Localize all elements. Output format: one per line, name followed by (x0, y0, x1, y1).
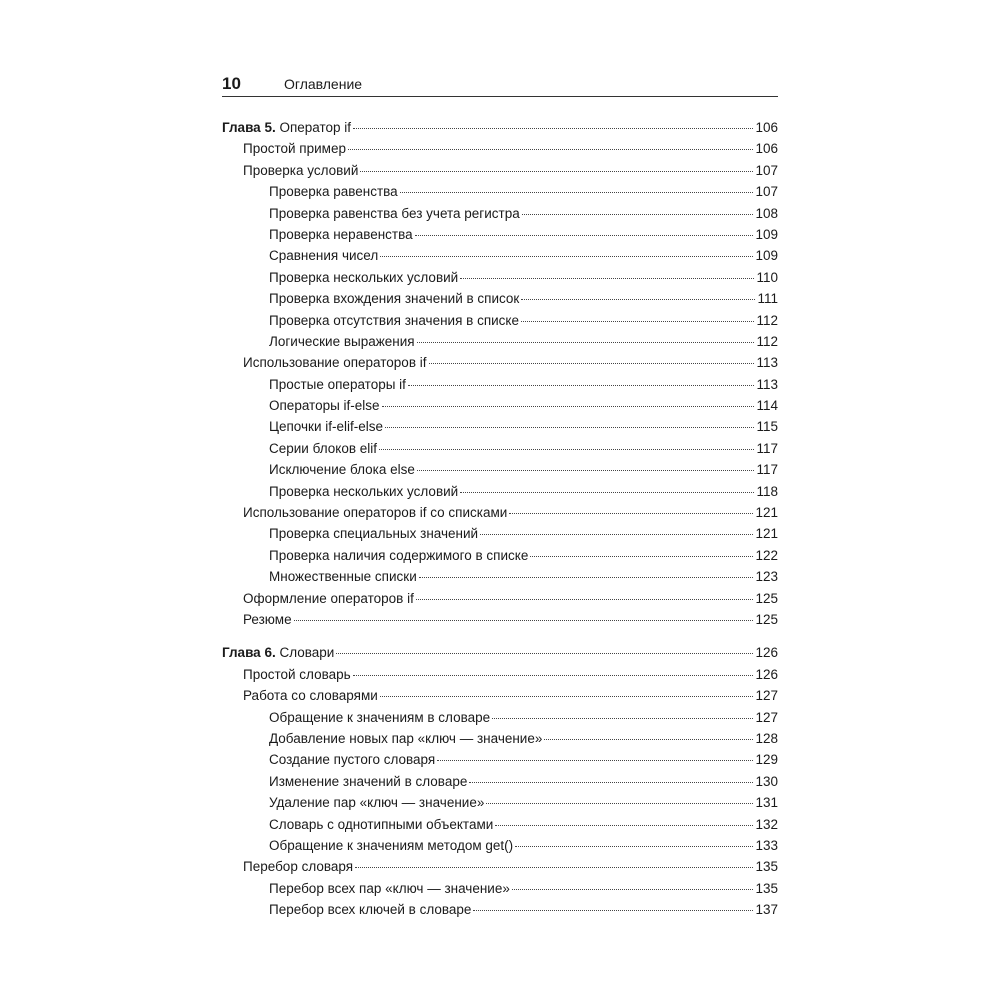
toc-entry-title: Проверка вхождения значений в список (269, 291, 520, 307)
toc-page-number: 112 (756, 333, 778, 349)
toc-entry-title: Работа со словарями (243, 688, 378, 704)
toc-entry[interactable] (222, 141, 778, 162)
toc-page-number: 126 (755, 645, 778, 661)
toc-entry-title: Проверка равенства без учета регистра (269, 205, 520, 221)
toc-chapter-entry[interactable] (222, 645, 778, 666)
toc-entry-label (243, 141, 346, 156)
dot-leader (353, 674, 754, 676)
toc-entry-label (269, 334, 415, 349)
toc-entry-label (269, 548, 528, 563)
dot-leader (480, 533, 753, 535)
toc-entry-title: Проверка неравенства (269, 226, 413, 242)
toc-entry[interactable] (222, 441, 778, 462)
toc-entry[interactable] (222, 206, 778, 227)
toc-entry-label (269, 795, 484, 810)
toc-entry-label (243, 505, 507, 520)
toc-entry[interactable] (222, 859, 778, 880)
toc-entry[interactable] (222, 355, 778, 376)
toc-entry[interactable] (222, 505, 778, 526)
toc-entry[interactable] (222, 817, 778, 838)
toc-entry-title: Проверка равенства (269, 184, 398, 200)
toc-entry-label (269, 838, 513, 853)
toc-entry-label (243, 859, 353, 874)
toc-entry-label (269, 817, 493, 832)
toc-entry-title: Проверка отсутствия значения в списке (269, 312, 519, 328)
dot-leader (408, 384, 755, 386)
toc-page-number: 108 (755, 205, 778, 221)
toc-entry-label (269, 377, 406, 392)
dot-leader (544, 738, 753, 740)
toc-entry[interactable] (222, 710, 778, 731)
dot-leader (380, 695, 754, 697)
toc-entry-label (243, 163, 358, 178)
toc-entry-label (243, 612, 292, 627)
dot-leader (336, 652, 753, 654)
dot-leader (521, 320, 754, 322)
table-of-contents (222, 120, 778, 923)
toc-entry[interactable] (222, 612, 778, 633)
toc-entry-title: Множественные списки (269, 569, 417, 585)
toc-entry-label (269, 227, 413, 242)
toc-entry[interactable] (222, 731, 778, 752)
toc-page-number: 121 (755, 526, 778, 542)
dot-leader (353, 127, 753, 129)
dot-leader (429, 362, 755, 364)
toc-entry[interactable] (222, 774, 778, 795)
toc-entry-title: Серии блоков elif (269, 440, 378, 456)
toc-entry-label (269, 710, 490, 725)
toc-entry[interactable] (222, 484, 778, 505)
toc-entry-title: Простые операторы if (269, 376, 406, 392)
toc-entry[interactable] (222, 163, 778, 184)
toc-entry-title: Создание пустого словаря (269, 752, 436, 768)
toc-entry-label (269, 484, 458, 499)
dot-leader (522, 213, 754, 215)
toc-page-number: 128 (755, 730, 778, 746)
toc-entry[interactable] (222, 227, 778, 248)
toc-entry-title: Перебор всех ключей в словаре (269, 902, 472, 918)
toc-entry[interactable] (222, 902, 778, 923)
toc-entry-title: Логические выражения (269, 333, 415, 349)
dot-leader (492, 717, 753, 719)
toc-entry-label (269, 752, 435, 767)
toc-entry[interactable] (222, 377, 778, 398)
dot-leader (460, 277, 754, 279)
toc-entry-label (269, 248, 378, 263)
toc-entry[interactable] (222, 667, 778, 688)
dot-leader (460, 491, 754, 493)
dot-leader (530, 555, 753, 557)
toc-page-number: 112 (756, 312, 778, 328)
toc-entry-title: Сравнения чисел (269, 248, 379, 264)
toc-page-number: 106 (755, 120, 778, 135)
toc-entry-title: Резюме (243, 611, 292, 627)
toc-entry-label (269, 313, 519, 328)
toc-entry[interactable] (222, 462, 778, 483)
toc-entry[interactable] (222, 548, 778, 569)
toc-entry[interactable] (222, 248, 778, 269)
toc-entry-label (269, 206, 520, 221)
dot-leader (419, 576, 754, 578)
running-title: Оглавление (284, 76, 363, 92)
toc-entry-title: Добавление новых пар «ключ — значение» (269, 730, 543, 746)
toc-page-number: 122 (755, 547, 778, 563)
toc-entry-label (269, 774, 467, 789)
dot-leader (486, 802, 753, 804)
toc-entry-title: Изменение значений в словаре (269, 773, 468, 789)
toc-entry-label (222, 120, 351, 135)
dot-leader (382, 405, 755, 407)
toc-page-number: 131 (755, 795, 778, 811)
toc-entry[interactable] (222, 334, 778, 355)
toc-page-number: 107 (755, 184, 778, 200)
toc-entry[interactable] (222, 688, 778, 709)
toc-entry-label (269, 902, 471, 917)
toc-entry[interactable] (222, 838, 778, 859)
toc-page-number: 121 (755, 505, 778, 521)
toc-entry-title: Проверка нескольких условий (269, 483, 459, 499)
page-number: 10 (222, 74, 241, 93)
toc-entry-label (269, 462, 415, 477)
toc-entry-title: Обращение к значениям методом get() (269, 837, 514, 853)
toc-entry-title: Проверка нескольких условий (269, 269, 459, 285)
toc-page-number: 125 (755, 590, 778, 606)
toc-entry-label (243, 591, 414, 606)
toc-entry-title: Перебор всех пар «ключ — значение» (269, 880, 510, 896)
toc-entry-title: Цепочки if-elif-else (269, 419, 384, 435)
toc-entry-title: Словари (275, 645, 335, 661)
toc-entry-title: Перебор словаря (243, 859, 354, 875)
toc-entry-label (269, 881, 510, 896)
toc-page-number: 109 (755, 248, 778, 264)
toc-entry-title: Оформление операторов if (243, 590, 414, 606)
dot-leader (379, 448, 754, 450)
toc-entry[interactable] (222, 419, 778, 440)
toc-entry[interactable] (222, 291, 778, 312)
toc-page-number: 135 (755, 880, 778, 896)
toc-entry-label (269, 270, 458, 285)
toc-entry[interactable] (222, 398, 778, 419)
toc-entry-label (222, 645, 334, 660)
toc-page-number: 123 (755, 569, 778, 585)
toc-page-number: 135 (755, 859, 778, 875)
toc-entry-label (269, 419, 383, 434)
dot-leader (509, 512, 753, 514)
dot-leader (473, 909, 753, 911)
dot-leader (512, 888, 754, 890)
toc-entry-title: Простой словарь (243, 666, 351, 682)
toc-entry[interactable] (222, 591, 778, 612)
toc-entry-title: Простой пример (243, 141, 346, 157)
toc-entry-label (269, 569, 417, 584)
toc-entry-label (269, 291, 519, 306)
toc-page-number: 111 (757, 291, 778, 307)
dot-leader (400, 191, 754, 193)
toc-chapter-entry[interactable] (222, 120, 778, 141)
chapter-number: Глава 5. (222, 120, 276, 135)
toc-page-number: 129 (755, 752, 778, 768)
toc-entry-title: Проверка условий (243, 162, 359, 178)
toc-page-number: 127 (755, 688, 778, 704)
toc-entry-title: Оператор if (275, 120, 352, 135)
toc-entry[interactable] (222, 270, 778, 291)
toc-page-number: 127 (755, 709, 778, 725)
dot-leader (360, 170, 753, 172)
toc-entry-label (243, 355, 427, 370)
toc-entry[interactable] (222, 795, 778, 816)
toc-page-number: 132 (755, 816, 778, 832)
toc-entry-title: Обращение к значениям в словаре (269, 709, 491, 725)
toc-entry-label (269, 526, 478, 541)
dot-leader (521, 298, 755, 300)
dot-leader (355, 866, 753, 868)
toc-page-number: 107 (755, 162, 778, 178)
toc-page-number: 109 (755, 226, 778, 242)
toc-page-number: 137 (755, 902, 778, 918)
toc-page-number: 125 (755, 611, 778, 627)
dot-leader (417, 341, 755, 343)
toc-entry-label (243, 667, 351, 682)
dot-leader (380, 255, 753, 257)
toc-entry-label (269, 731, 542, 746)
toc-page-number: 118 (756, 483, 778, 499)
toc-entry-label (269, 441, 377, 456)
toc-entry-label (269, 398, 380, 413)
toc-entry-title: Исключение блока else (269, 462, 415, 478)
toc-entry-title: Словарь с однотипными объектами (269, 816, 494, 832)
dot-leader (437, 759, 753, 761)
toc-entry-title: Удаление пар «ключ — значение» (269, 795, 485, 811)
toc-entry[interactable] (222, 184, 778, 205)
toc-entry-label (269, 184, 398, 199)
dot-leader (416, 598, 754, 600)
toc-entry-title: Проверка специальных значений (269, 526, 479, 542)
toc-entry-title: Использование операторов if со списками (243, 505, 508, 521)
dot-leader (294, 619, 754, 621)
chapter-number: Глава 6. (222, 645, 276, 661)
toc-page-number: 113 (756, 376, 778, 392)
toc-entry-title: Операторы if-else (269, 398, 380, 414)
toc-page-number: 133 (755, 837, 778, 853)
toc-page-number: 110 (756, 269, 778, 285)
toc-page-number: 115 (756, 419, 778, 435)
toc-entry[interactable] (222, 752, 778, 773)
dot-leader (495, 824, 753, 826)
dot-leader (515, 845, 753, 847)
dot-leader (417, 469, 755, 471)
toc-entry-label (243, 688, 378, 703)
toc-page-number: 114 (756, 398, 778, 414)
toc-page-number: 130 (755, 773, 778, 789)
toc-page-number: 117 (756, 462, 778, 478)
toc-entry-title: Использование операторов if (243, 355, 427, 371)
toc-page-number: 106 (755, 141, 778, 157)
toc-page-number: 113 (756, 355, 778, 371)
toc-page-number: 126 (755, 666, 778, 682)
running-header (222, 74, 778, 97)
toc-entry[interactable] (222, 313, 778, 334)
toc-page-number: 117 (756, 440, 778, 456)
toc-entry[interactable] (222, 526, 778, 547)
toc-entry[interactable] (222, 881, 778, 902)
toc-entry-title: Проверка наличия содержимого в списке (269, 547, 529, 563)
dot-leader (385, 426, 754, 428)
toc-entry[interactable] (222, 569, 778, 590)
dot-leader (469, 781, 753, 783)
dot-leader (415, 234, 754, 236)
dot-leader (348, 148, 754, 150)
